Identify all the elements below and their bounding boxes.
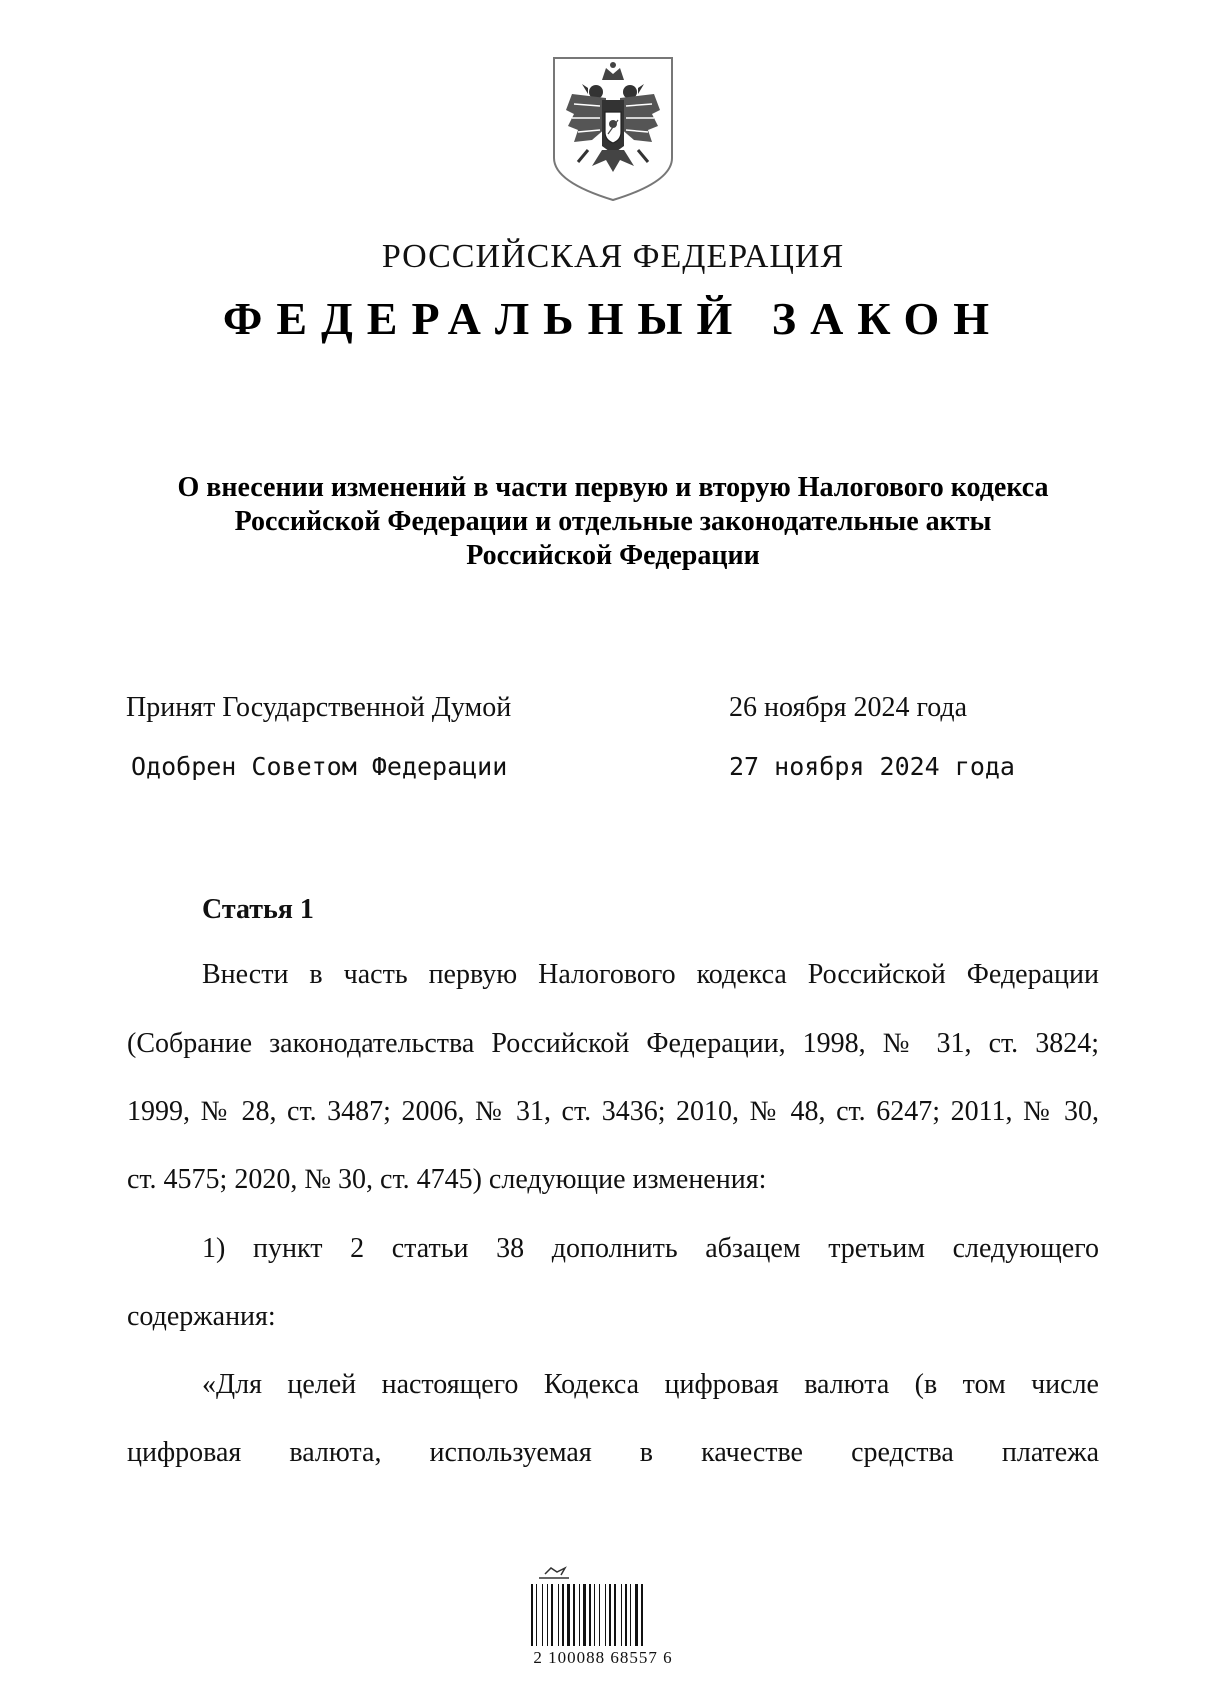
law-title xyxy=(120,471,1106,573)
country-heading: РОССИЙСКАЯ ФЕДЕРАЦИЯ xyxy=(381,238,845,275)
law-title-line: О внесении изменений в части первую и вторую Налогового кодекса xyxy=(177,472,1049,503)
article-text-line: содержания: xyxy=(127,1301,276,1332)
article-text-line: ст. 4575; 2020, № 30, ст. 4745) следующие изменения: xyxy=(127,1164,767,1195)
coat-of-arms-icon xyxy=(548,54,678,204)
law-title-line: Российской Федерации и отдельные законодательные акты xyxy=(234,506,992,537)
barcode xyxy=(523,1566,683,1666)
law-title-line: Российской Федерации xyxy=(466,540,760,571)
barcode-icon xyxy=(523,1566,683,1648)
council-approval-date: 27 ноября 2024 года xyxy=(729,752,1015,781)
article-text-line: 1) пункт 2 статьи 38 дополнить абзацем третьим следующего xyxy=(202,1233,1099,1264)
duma-adoption-date: 26 ноября 2024 года xyxy=(729,692,968,723)
barcode-number: 2 100088 68557 6 xyxy=(533,1648,673,1667)
article-text-line: (Собрание законодательства Российской Федерации, 1998, № 31, ст. 3824; xyxy=(127,1028,1099,1059)
article-text-line: «Для целей настоящего Кодекса цифровая валюта (в том числе xyxy=(202,1369,1099,1400)
article-text-line: 1999, № 28, ст. 3487; 2006, № 31, ст. 3436; 2010, № 48, ст. 6247; 2011, № 30, xyxy=(127,1096,1099,1127)
article-heading: Статья 1 xyxy=(202,894,314,925)
document-type-heading: ФЕДЕРАЛЬНЫЙ ЗАКОН xyxy=(222,293,1004,344)
council-approval-label: Одобрен Советом Федерации xyxy=(131,752,508,781)
article-text-line: цифровая валюта, используемая в качестве средства платежа xyxy=(127,1437,1099,1468)
article-text-line: Внести в часть первую Налогового кодекса Российской Федерации xyxy=(202,959,1099,990)
duma-adoption-label: Принят Государственной Думой xyxy=(126,692,512,723)
